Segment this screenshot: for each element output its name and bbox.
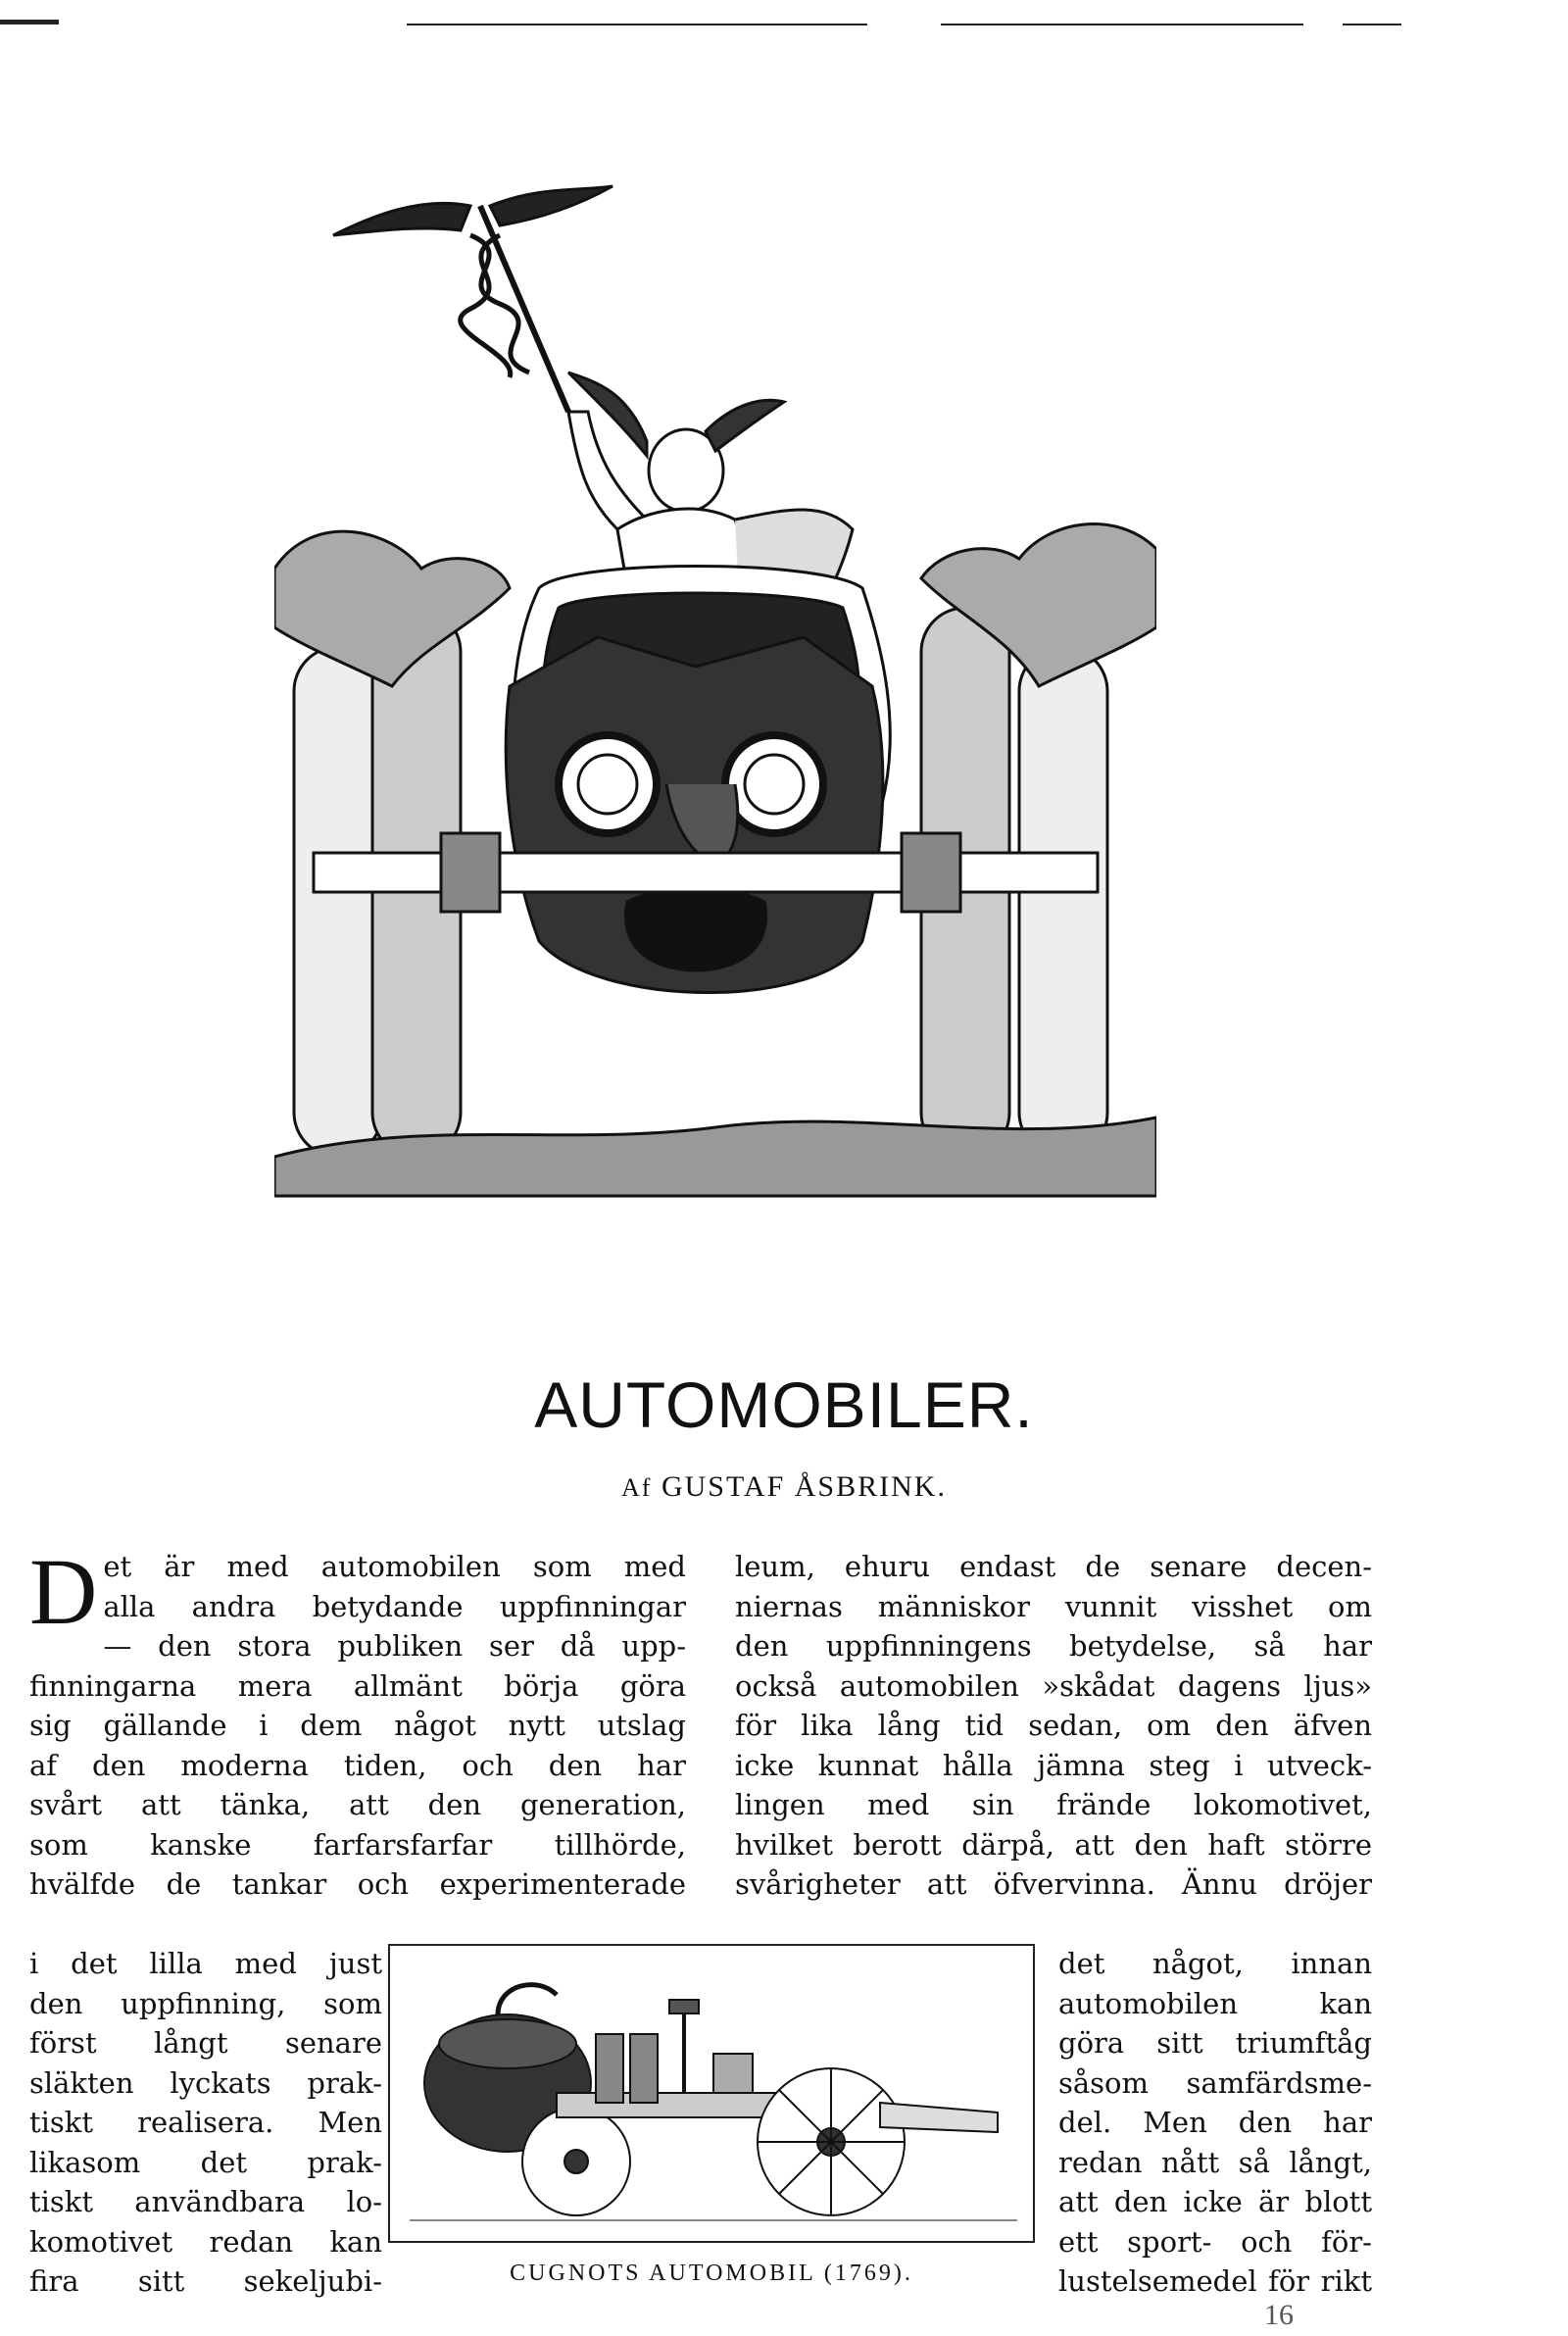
left-narrow-text [29,1944,382,2302]
page-number: 16 [1264,2299,1294,2331]
text-line: hvilket berott därpå, att den haft större [735,1827,1372,1862]
cugnot-automobile-engraving [390,1946,1033,2241]
caduceus-wing-right [490,186,612,225]
text-line: redan nått så långt, [1058,2145,1372,2179]
text-line: såsom samfärdsme- [1058,2065,1372,2100]
mouth [625,887,765,970]
text-line: tiskt användbara lo- [29,2185,382,2218]
right-wheel-outer [1019,647,1107,1157]
cugnot-figure [388,1944,1035,2243]
text-line: för lika lång tid sedan, om den äfven [735,1709,1372,1742]
cylinder-2 [630,2034,658,2103]
text-line: ett sport- och för- [1058,2224,1372,2259]
right-column-text [735,1547,1372,1905]
text-line: niernas människor vunnit visshet om [735,1589,1372,1623]
text-line: hvälfde de tankar och experimenterade [29,1867,686,1901]
text-line: likasom det prak- [29,2145,382,2179]
text-line: del. Men den har [1058,2106,1372,2139]
mercury-automobile-illustration [274,176,1156,1294]
text-line: lingen med sin frände lokomotivet, [735,1788,1372,1821]
text-line: den uppfinning, som [29,1986,382,2020]
text-line: fira sitt sekeljubi- [29,2264,382,2298]
text-line: som kanske farfarsfarfar tillhörde, [29,1827,686,1862]
text-line: i det lilla med just [29,1947,382,1980]
left-column-text [29,1539,686,1905]
text-line: icke kunnat hålla jämna steg i utveck- [735,1748,1372,1782]
text-line: alla andra betydande uppfinningar [103,1589,686,1623]
text-line: af den moderna tiden, och den har [29,1748,686,1782]
text-line: sig gällande i dem något nytt utslag [29,1709,686,1742]
text-line: automobilen kan [1058,1986,1372,2020]
top-rule-3 [941,24,1303,25]
text-line: finningarna mera allmänt börja göra [29,1668,686,1703]
rear-wheel-spokes [758,2068,905,2215]
text-line: leum, ehuru endast de senare decen- [735,1550,1372,1583]
text-line: lustelsemedel för rikt [1058,2264,1372,2298]
cylinder-1 [596,2034,623,2103]
text-line: att den icke är blott [1058,2185,1372,2218]
top-rule-4 [1343,24,1401,25]
left-wheel-outer [294,647,382,1157]
drop-cap: D [29,1539,98,1644]
article-title: AUTOMOBILER. [534,1368,1034,1441]
byline-author: GUSTAF ÅSBRINK. [661,1470,947,1503]
text-line: et är med automobilen som med [103,1550,686,1583]
caduceus-wing-left [333,203,470,235]
top-rule-2 [407,24,867,25]
text-line: också automobilen »skådat dagens ljus» [735,1668,1372,1703]
text-line: svårigheter att öfvervinna. Ännu dröjer [735,1867,1372,1901]
axle [314,853,1098,892]
text-line: först långt senare [29,2026,382,2060]
top-rule-1 [0,20,59,25]
text-line: komotivet redan kan [29,2224,382,2259]
text-line: svårt att tänka, att den generation, [29,1788,686,1821]
text-line: — den stora publiken ser då upp- [103,1629,686,1663]
byline-prefix: Af [621,1473,653,1502]
text-line: den uppfinningens betydelse, så har [735,1629,1372,1663]
text-line: det något, innan [1058,1947,1372,1980]
text-line: göra sitt triumftåg [1058,2026,1372,2060]
text-line: tiskt realisera. Men [29,2106,382,2139]
right-narrow-text [1058,1944,1372,2302]
figure-caption: CUGNOTS AUTOMOBIL (1769). [510,2261,913,2286]
byline [0,1470,1568,1504]
text-line: släkten lyckats prak- [29,2065,382,2100]
